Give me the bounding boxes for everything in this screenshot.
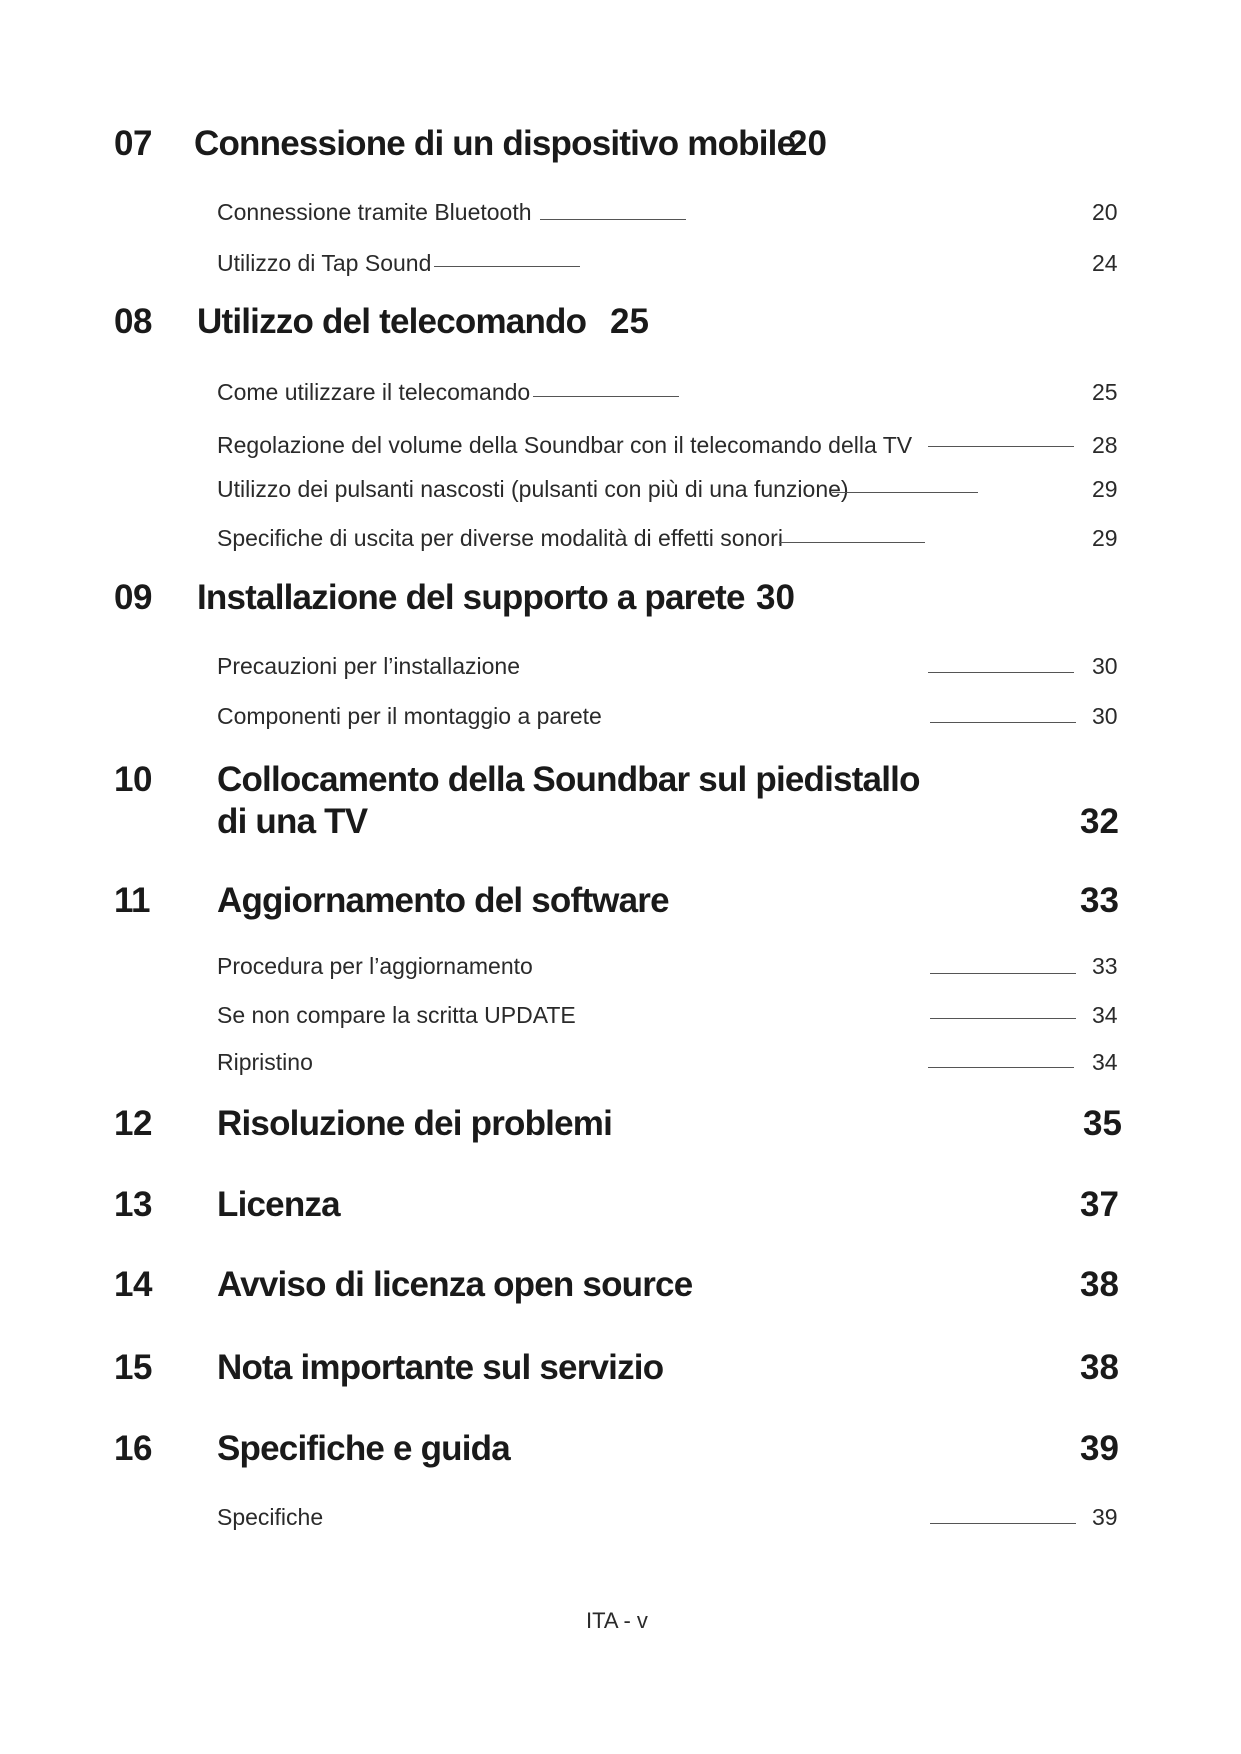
section-title[interactable]: Installazione del supporto a parete (197, 578, 745, 617)
subsection-page: 20 (1092, 199, 1118, 225)
section-page: 25 (610, 302, 649, 341)
subsection-page: 39 (1092, 1504, 1118, 1530)
section-number: 10 (114, 760, 152, 799)
subsection-title[interactable]: Utilizzo di Tap Sound (217, 250, 432, 276)
subsection-page: 28 (1092, 432, 1118, 458)
subsection-title[interactable]: Specifiche di uscita per diverse modalità di effetti sonori (217, 525, 783, 551)
section-page: 32 (1080, 802, 1119, 841)
section-page: 20 (788, 124, 827, 163)
section-title-line2[interactable]: di una TV (217, 802, 368, 841)
subsection-title[interactable]: Regolazione del volume della Soundbar con il telecomando della TV (217, 432, 913, 458)
subsection-title[interactable]: Componenti per il montaggio a parete (217, 703, 602, 729)
section-page: 33 (1080, 881, 1119, 920)
section-title-line1[interactable]: Collocamento della Soundbar sul piedistallo (217, 760, 920, 799)
section-title[interactable]: Specifiche e guida (217, 1429, 510, 1468)
subsection-title[interactable]: Specifiche (217, 1504, 324, 1530)
section-number: 08 (114, 302, 152, 341)
section-title[interactable]: Utilizzo del telecomando (197, 302, 587, 341)
subsection-page: 30 (1092, 703, 1118, 729)
leader-line (434, 266, 580, 267)
subsection-title[interactable]: Utilizzo dei pulsanti nascosti (pulsanti con più di una funzione) (217, 476, 849, 502)
leader-line (930, 722, 1076, 723)
leader-line (533, 396, 679, 397)
section-number: 09 (114, 578, 152, 617)
section-number: 15 (114, 1348, 152, 1387)
section-title[interactable]: Connessione di un dispositivo mobile (194, 124, 796, 163)
subsection-title[interactable]: Precauzioni per l’installazione (217, 653, 520, 679)
section-number: 14 (114, 1265, 152, 1304)
leader-line (928, 1067, 1074, 1068)
section-title[interactable]: Licenza (217, 1185, 340, 1224)
section-title[interactable]: Avviso di licenza open source (217, 1265, 693, 1304)
section-page: 39 (1080, 1429, 1119, 1468)
section-number: 16 (114, 1429, 152, 1468)
section-page: 35 (1083, 1104, 1122, 1143)
subsection-title[interactable]: Come utilizzare il telecomando (217, 379, 531, 405)
leader-line (930, 1018, 1076, 1019)
subsection-page: 33 (1092, 953, 1118, 979)
section-page: 38 (1080, 1265, 1119, 1304)
section-page: 30 (756, 578, 795, 617)
section-number: 11 (114, 881, 150, 920)
subsection-page: 24 (1092, 250, 1118, 276)
subsection-page: 29 (1092, 525, 1118, 551)
subsection-title[interactable]: Procedura per l’aggiornamento (217, 953, 533, 979)
subsection-page: 34 (1092, 1002, 1118, 1028)
subsection-page: 34 (1092, 1049, 1118, 1075)
section-number: 13 (114, 1185, 152, 1224)
leader-line (832, 492, 978, 493)
subsection-page: 25 (1092, 379, 1118, 405)
subsection-title[interactable]: Se non compare la scritta UPDATE (217, 1002, 576, 1028)
section-title[interactable]: Risoluzione dei problemi (217, 1104, 613, 1143)
subsection-title[interactable]: Connessione tramite Bluetooth (217, 199, 532, 225)
page-footer: ITA - v (586, 1608, 648, 1633)
leader-line (930, 1523, 1076, 1524)
subsection-title[interactable]: Ripristino (217, 1049, 313, 1075)
leader-line (779, 542, 925, 543)
subsection-page: 30 (1092, 653, 1118, 679)
leader-line (928, 672, 1074, 673)
section-title[interactable]: Aggiornamento del software (217, 881, 669, 920)
section-page: 37 (1080, 1185, 1119, 1224)
leader-line (930, 973, 1076, 974)
section-page: 38 (1080, 1348, 1119, 1387)
leader-line (928, 446, 1074, 447)
section-number: 07 (114, 124, 152, 163)
section-number: 12 (114, 1104, 152, 1143)
subsection-page: 29 (1092, 476, 1118, 502)
leader-line (540, 219, 686, 220)
section-title[interactable]: Nota importante sul servizio (217, 1348, 664, 1387)
